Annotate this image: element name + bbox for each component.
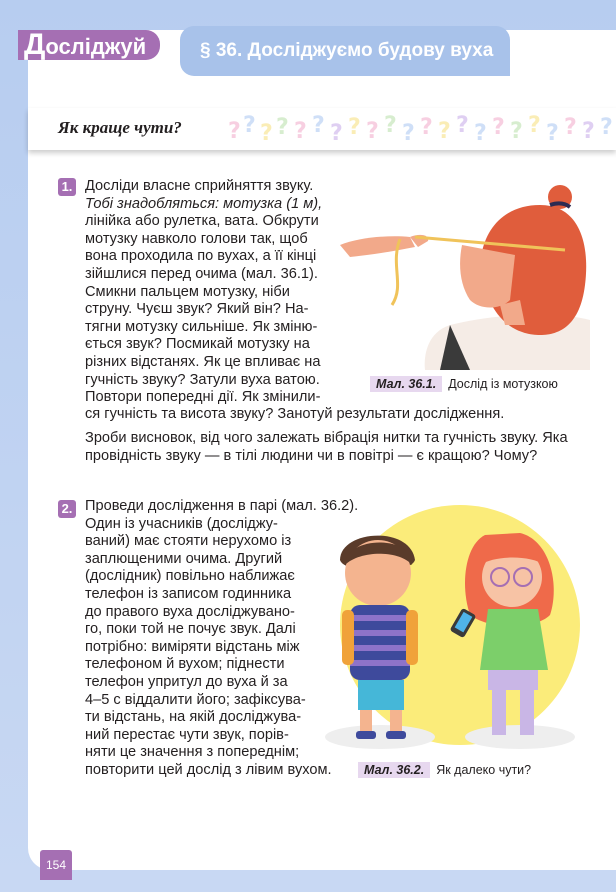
task-2-line: до правого вуха досліджувано- [85, 603, 295, 620]
task-1-line: Смикни пальцем мотузку, ніби [85, 283, 290, 300]
figure-36-2-label: Мал. 36.2. [358, 762, 430, 778]
task-1-line: мотузку навколо голови так, щоб [85, 230, 308, 247]
svg-text:?: ? [348, 115, 361, 140]
svg-text:?: ? [474, 121, 487, 146]
task-2-line: Один із учасників (досліджу- [85, 515, 278, 532]
svg-text:?: ? [510, 119, 523, 144]
task-1-line: тягни мотузку сильніше. Як зміню- [85, 318, 318, 335]
svg-text:?: ? [492, 115, 505, 140]
task-2-number: 2. [58, 500, 76, 518]
children-experiment-illustration [320, 505, 590, 755]
svg-text:?: ? [312, 113, 325, 138]
task-2-line: телефоном й вухом; піднести [85, 656, 285, 673]
task-1-conclusion: Зроби висновок, від чого залежать вібрація нитки та гучність звуку. Яка провідність звуку — в тілі людини чи в повітрі — є кращою? Чому? [85, 430, 568, 464]
figure-36-1-caption [370, 377, 558, 391]
section-tab [18, 30, 160, 60]
task-1-line: Досліди власне сприйняття звуку. [85, 178, 314, 194]
figure-36-1-label: Мал. 36.1. [370, 376, 442, 392]
svg-text:?: ? [564, 115, 577, 140]
task-2-line: го, поки той не почує звук. Далі [85, 621, 296, 638]
figure-36-2-caption [358, 763, 531, 777]
task-2-line: няти це значення з попереднім; [85, 744, 300, 761]
woman-with-string-illustration [340, 175, 590, 370]
task-2-line: телефон із записом годинника [85, 585, 292, 602]
task-2-line: ваний) має стояти нерухомо із [85, 533, 292, 550]
task-2-line: ти відстань, на якій досліджува- [85, 709, 302, 726]
task-1-line: струну. Чуєш звук? Який він? На- [85, 301, 309, 318]
task-1-line: Повтори попередні дії. Як змінили- [85, 389, 321, 406]
svg-text:?: ? [600, 115, 613, 140]
question-bar [28, 108, 616, 150]
task-2-line: заплющеними очима. Другий [85, 550, 283, 567]
question-text: Як краще чути? [58, 118, 182, 137]
chapter-title: § 36. Досліджуємо будову вуха [180, 26, 510, 76]
svg-text:?: ? [330, 121, 343, 146]
task-2-line: телефон упритул до вуха й за [85, 673, 288, 690]
svg-text:?: ? [402, 121, 415, 146]
svg-text:?: ? [366, 119, 379, 144]
task-2-line: повторити цей дослід з лівим вухом. [85, 761, 332, 778]
section-tab-label: осліджуй [45, 34, 147, 59]
svg-text:?: ? [546, 121, 559, 146]
task-2-line: 4–5 с віддалити його; зафіксува- [85, 691, 306, 708]
task-2-line: ний перестає чути звук, порів- [85, 726, 289, 743]
svg-text:?: ? [276, 115, 289, 140]
svg-text:?: ? [438, 119, 451, 144]
svg-text:?: ? [582, 119, 595, 144]
task-1-line: лінійка або рулетка, вата. Обкрути [85, 213, 319, 230]
svg-text:?: ? [243, 113, 256, 138]
task-1-line: гучність звуку? Затули вуха ватою. [85, 371, 320, 388]
svg-text:?: ? [228, 119, 241, 144]
figure-36-1-text: Дослід із мотузкою [448, 377, 558, 391]
svg-text:?: ? [456, 113, 469, 138]
svg-text:?: ? [260, 121, 273, 146]
section-tab-initial: Д [24, 28, 46, 61]
svg-text:?: ? [384, 113, 397, 138]
task-1-line: різних відстанях. Як це впливає на [85, 353, 321, 370]
task-1-number: 1. [58, 178, 76, 196]
page-number: 154 [40, 850, 72, 880]
task-2-line: Проведи дослідження в парі (мал. 36.2). [85, 498, 359, 514]
task-2-line: потрібно: виміряти відстань між [85, 638, 300, 655]
question-marks-decoration [218, 108, 616, 150]
task-1-line: ється звук? Посмикай мотузку на [85, 336, 310, 353]
task-1-text [85, 178, 375, 407]
task-1-line: Тобі знадобляться: мотузка (1 м), [85, 195, 323, 212]
svg-text:?: ? [528, 113, 541, 138]
svg-text:?: ? [420, 115, 433, 140]
task-1-line: зійшлися перед очима (мал. 36.1). [85, 265, 318, 282]
svg-text:?: ? [294, 119, 307, 144]
task-1-line-last: ся гучність та висота звуку? Занотуй результати дослідження. [85, 406, 505, 422]
task-2-line: (дослідник) повільно наближає [85, 568, 295, 585]
figure-36-2-text: Як далеко чути? [436, 763, 532, 777]
task-1-line: вона проходила по вухах, а її кінці [85, 248, 317, 265]
